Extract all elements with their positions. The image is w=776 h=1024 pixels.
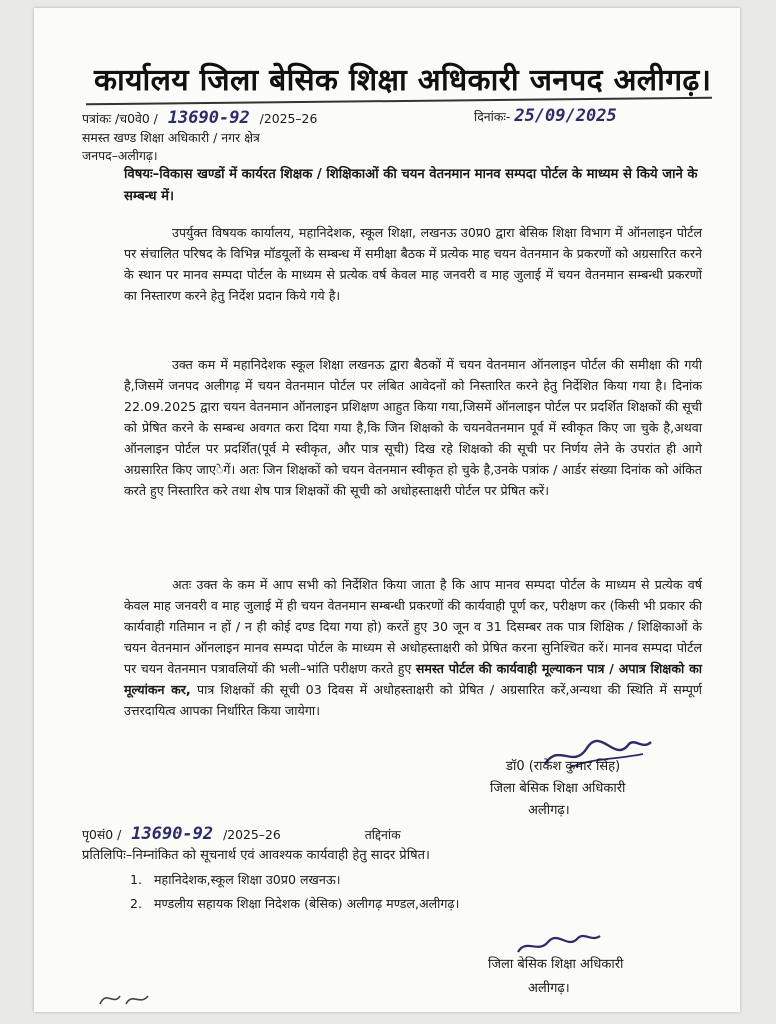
list-item-number: 2. (130, 896, 143, 911)
signatory-designation: जिला बेसिक शिक्षा अधिकारी (490, 781, 626, 796)
addressee-line-1: समस्त खण्ड शिक्षा अधिकारी / नगर क्षेत्र (82, 130, 260, 145)
copy-ref-line (82, 826, 401, 843)
body-paragraph-3 (124, 574, 702, 721)
copy-intro: प्रतिलिपिः–निम्नांकित को सूचनार्थ एवं आवश्यक कार्यवाही हेतु सादर प्रेषित। (82, 848, 430, 863)
list-item (130, 892, 459, 916)
initials-scribble (96, 986, 156, 1010)
letter-date-value: 25/09/2025 (514, 106, 617, 126)
body-paragraph-2: उक्त कम में महानिदेशक स्कूल शिक्षा लखनऊ द्वारा बैठकों में चयन वेतनमान ऑनलाइन पोर्टल की समीक्षा की गयी है,जिसमें जनपद अलीगढ़ में चयन वेतनमान पोर्टल पर लंबित आवेदनों को निस्तारित करने हेतु निर्देशित किया गया है। दिनांक 22.09.2025 द्वारा चयन वेतनमान ऑनलाइन प्रशिक्षण आहुत किया गया,जिसमें ऑनलाइन पोर्टल पर प्रदर्शित शिक्षकों की सूची को प्रेषित करने के सम्बन्ध अवगत करा दिया गया है,कि जिन शिक्षको के चयनवेतनमान पूर्व में स्वीकृत किए जा चुके है,अथवा ऑनलाइन पोर्टल पर प्रदर्शित(पूर्व मे स्वीकृत, और पात्र सूची) दिख रहे शिक्षको की सूची पर निर्णय लेने के उपरांत ही आगे अग्रसारित किए जाएेगें। अतः जिन शिक्षकों को चयन वेतनमान स्वीकृत हो चुके है,उनके पत्रांक / आर्डर संख्या दिनांक को अंकित करते हुए निस्तारित करे तथा शेष पात्र शिक्षकों की सूची को अधोहस्ताक्षरी पोर्टल पर प्रेषित करें। (124, 357, 702, 498)
body-paragraph-3-end: पात्र शिक्षकों की सूची 03 दिवस में अधोहस्ताक्षरी को प्रेषित / अग्रसारित करें,अन्यथा की स्थिति में सम्पूर्ण उत्तरदायित्व आपका निर्धारित किया जायेगा। (124, 682, 702, 718)
body-paragraph-3-start: अतः उक्त के कम में आप सभी को निर्देशित किया जाता है कि आप मानव सम्पदा पोर्टल के माध्यम से प्रत्येक वर्ष केवल माह जनवरी व माह जुलाई में ही चयन वेतनमान सम्बन्धी प्रकरणों की कार्यवाही पूर्ण कर, परीक्षण कर (किसी भी प्रकार की कार्यवाही गतिमान न हों / न ही कोई दण्ड दिया गया हो) करतें हुए 30 जून व 31 दिसम्बर तक पात्र शिक्षिक / शिक्षिकाओं के चयन वेतनमान ऑनलाइन मानव सम्पदा पोर्टल के माध्यम से अधोहस्ताक्षरी को प्रेषित करना सुनिश्चित करें। मानव सम्पदा पोर्टल पर चयन वेतनमान पत्रावलियों की भली–भांति परीक्षण करते हुए (124, 577, 702, 676)
signatory-2-designation: जिला बेसिक शिक्षा अधिकारी (488, 957, 624, 972)
letter-ref-year: /2025–26 (259, 111, 318, 126)
signatory-place: अलीगढ़। (528, 803, 570, 818)
copy-ref-date: तद्दिनांक (364, 827, 401, 842)
addressee-line-2: जनपद–अलीगढ़। (82, 148, 158, 163)
list-item-text: मण्डलीय सहायक शिक्षा निदेशक (बेसिक) अलीगढ़ मण्डल,अलीगढ़। (154, 896, 460, 911)
list-item-number: 1. (130, 872, 143, 887)
letter-page (34, 8, 740, 1012)
letter-ref-number: 13690-92 (167, 108, 250, 128)
copy-ref-number: 13690-92 (131, 824, 214, 844)
letter-date-label: दिनांकः- (474, 109, 511, 124)
list-item-text: महानिदेशक,स्कूल शिक्षा उ0प्र0 लखनऊ। (154, 872, 341, 887)
office-title: कार्यालय जिला बेसिक शिक्षा अधिकारी जनपद अलीगढ़। (94, 63, 712, 98)
signatory-2-place: अलीगढ़। (528, 981, 570, 996)
list-item (130, 868, 459, 892)
copy-list (130, 868, 459, 916)
signatory-name: डॉ0 (राकेश कुमार सिंह) (506, 759, 621, 774)
copy-ref-prefix: पृ0सं0 / (82, 827, 122, 842)
letter-date-line (474, 108, 617, 125)
copy-ref-year: /2025–26 (223, 827, 281, 842)
body-paragraph-3-bold: समस्त पोर्टल की कार्यवाही मूल्याकन पात्र / अपात्र शिक्षको का मूल्यांकन कर, (124, 661, 702, 697)
letter-ref-prefix: पत्रांकः /च0वे0 / (82, 111, 158, 126)
letter-ref-line (82, 110, 317, 127)
body-paragraph-1: उपर्युक्त विषयक कार्यालय, महानिदेशक, स्कूल शिक्षा, लखनऊ उ0प्र0 द्वारा बेसिक शिक्षा विभाग में ऑनलाइन पोर्टल पर संचालित परिषद के विभिन्न मॉडयूलों के सम्बन्ध में समीक्षा बैठक में प्रत्येक माह चयन वेतनमान के प्रकरणों को अग्रसारित करने के स्थान पर मानव सम्पदा पोर्टल के माध्यम से प्रत्येक वर्ष केवल माह जनवरी व माह जुलाई में चयन वेतनमान सम्बन्धी प्रकरणों का निस्तारण करने हेतु निर्देश प्रदान किये गये है। (124, 225, 702, 303)
subject: विषयः–विकास खण्डों में कार्यरत शिक्षक / शिक्षिकाओं की चयन वेतनमान मानव सम्पदा पोर्टल के माध्यम से किये जाने के सम्बन्ध में। (124, 167, 698, 204)
